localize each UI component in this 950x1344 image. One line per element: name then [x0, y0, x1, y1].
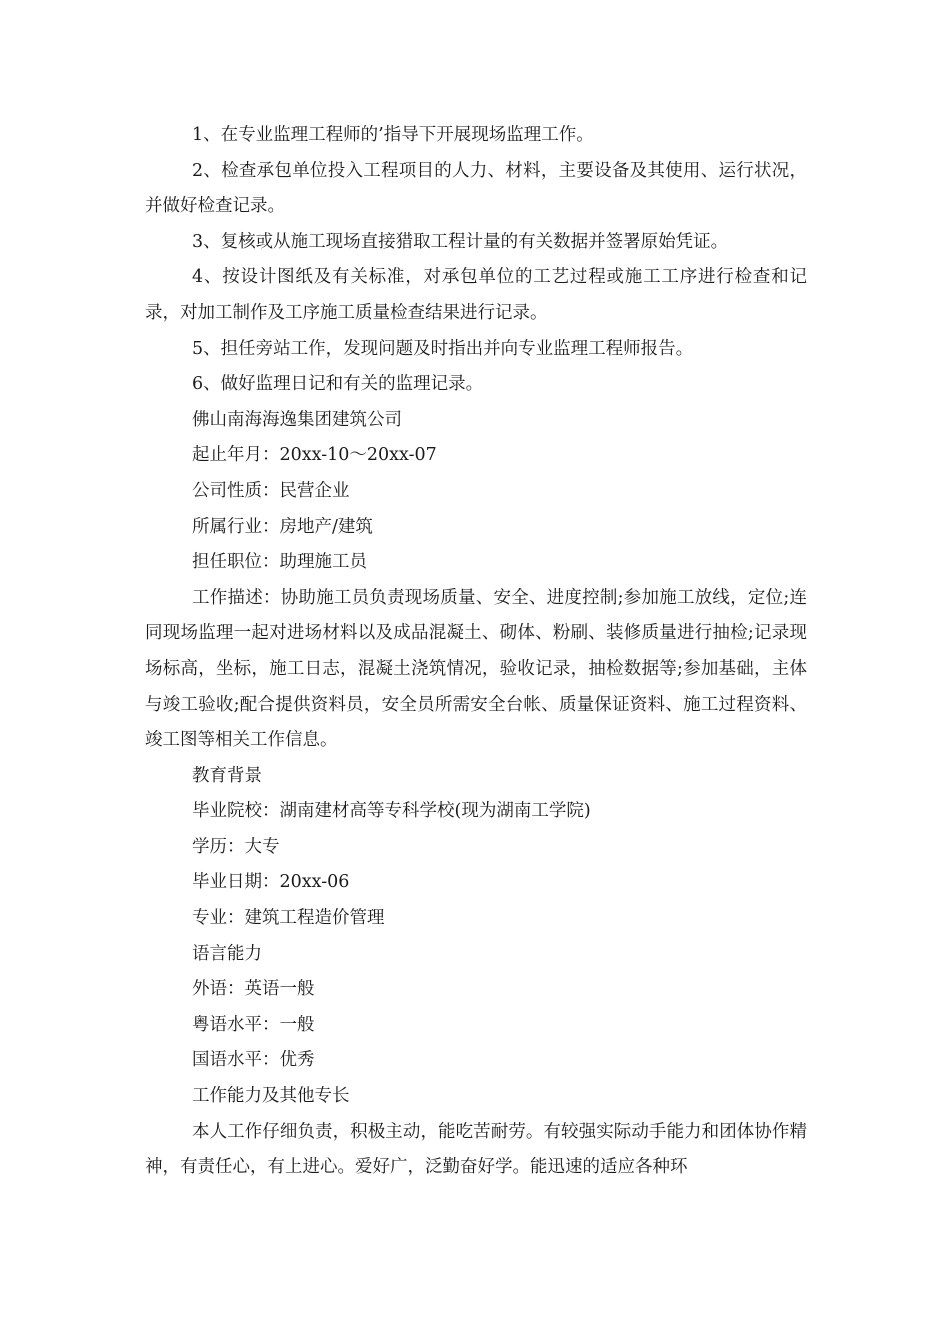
company-type: 公司性质：民营企业: [192, 480, 350, 501]
major: 专业：建筑工程造价管理: [192, 908, 385, 929]
duty-item-4: 4、按设计图纸及有关标准，对承包单位的工艺过程或施工工序进行检查和记录，对加工制作及工序施工质量检查结果进行记录。: [145, 267, 807, 323]
document-body: [145, 118, 807, 1186]
cantonese-level: 粤语水平：一般: [192, 1014, 315, 1035]
graduation-date: 毕业日期：20xx-06: [192, 872, 350, 893]
duty-item-3: 3、复核或从施工现场直接猎取工程计量的有关数据并签署原始凭证。: [192, 231, 729, 252]
section-heading-skills: 工作能力及其他专长: [192, 1086, 350, 1107]
degree: 学历：大专: [192, 836, 280, 857]
duty-item-5: 5、担任旁站工作，发现问题及时指出并向专业监理工程师报告。: [192, 338, 694, 359]
industry: 所属行业：房地产/建筑: [192, 516, 373, 537]
duty-item-2: 2、检查承包单位投入工程项目的人力、材料，主要设备及其使用、运行状况，并做好检查记录。: [145, 160, 807, 217]
school: 毕业院校：湖南建材高等专科学校(现为湖南工学院): [192, 801, 591, 822]
foreign-language: 外语：英语一般: [192, 979, 315, 1000]
self-evaluation: 本人工作仔细负责，积极主动，能吃苦耐劳。有较强实际动手能力和团体协作精神，有责任心，有上进心。爱好广，泛勤奋好学。能迅速的适应各种环: [145, 1121, 807, 1178]
section-heading-education: 教育背景: [192, 765, 262, 786]
section-heading-language: 语言能力: [192, 943, 262, 964]
mandarin-level: 国语水平：优秀: [192, 1050, 315, 1071]
company-name: 佛山南海海逸集团建筑公司: [192, 409, 402, 430]
job-title: 担任职位：助理施工员: [192, 552, 367, 573]
employment-period: 起止年月：20xx-10～20xx-07: [192, 445, 437, 466]
duty-item-1: 1、在专业监理工程师的’指导下开展现场监理工作。: [192, 125, 594, 145]
duty-item-6: 6、做好监理日记和有关的监理记录。: [192, 374, 484, 395]
job-description: 工作描述：协助施工员负责现场质量、安全、进度控制;参加施工放线，定位;连同现场监理一起对进场材料以及成品混凝土、砌体、粉刷、装修质量进行抽检;记录现场标高，坐标，施工日志，混凝土浇筑情况，验收记录，抽检数据等;参加基础，主体与竣工验收;配合提供资料员，安全员所需安全台帐、质量保证资料、施工过程资料、竣工图等相关工作信息。: [145, 587, 807, 751]
